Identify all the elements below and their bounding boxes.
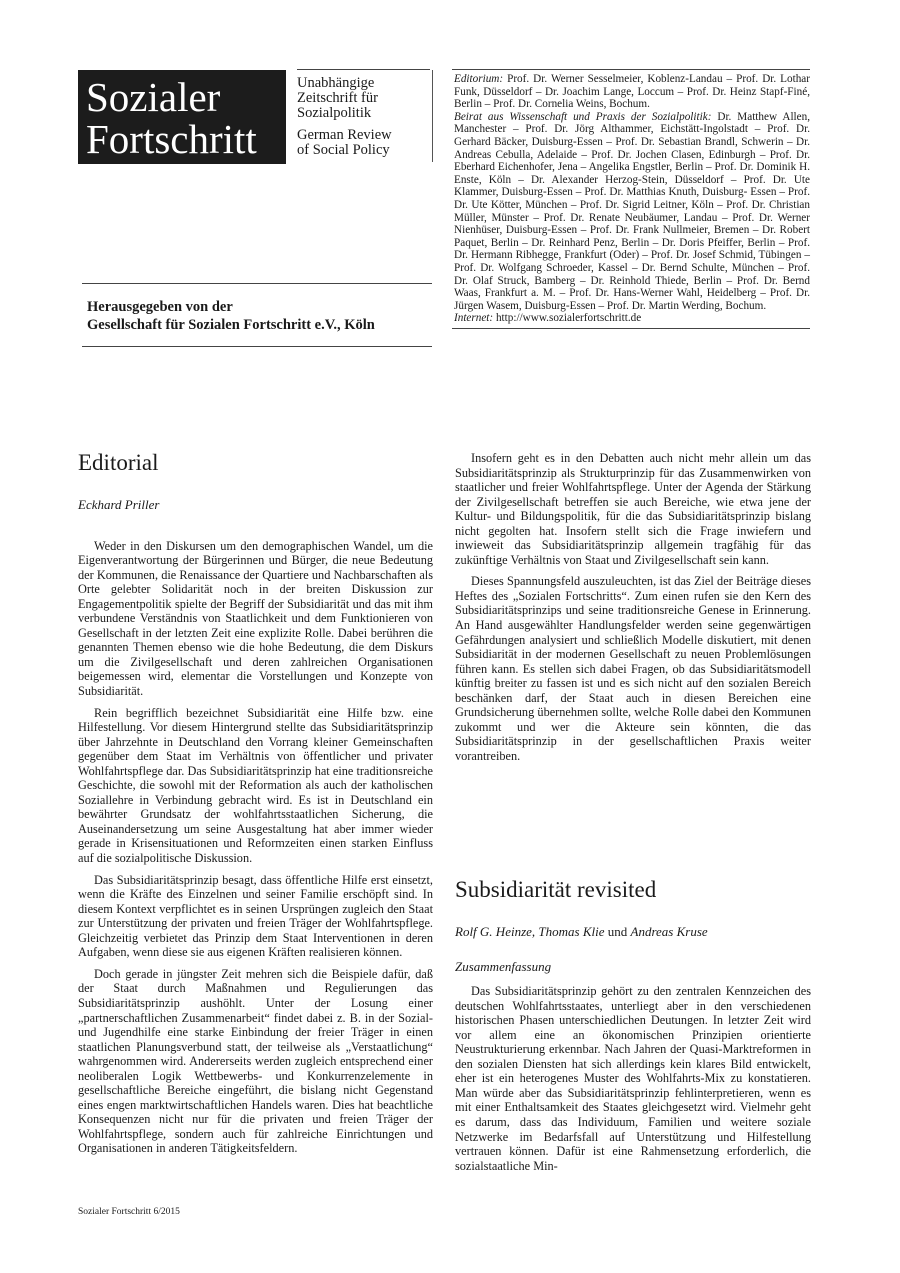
publisher-line-1: Herausgegeben von der	[87, 299, 233, 315]
abstract-paragraph: Das Subsidiaritätsprinzip gehört zu den zentralen Kennzeichen des deutschen Wohlfahrtsstaates, unterliegt aber in den verschiedenen historischen Phasen unterschiedlichen Deutungen. In letzter Zeit wird vor allem eine an ökonomischen Prinzipien orientierte Neustrukturierung erkennbar. Nach Jahren der Quasi-Marktreformen in den sozialen Diensten hat sich allerdings kein klares Bild entwickelt, eher ist ein heterogenes Muster des Wohlfahrts-Mix zu konstatieren. Man würde aber das Subsidiaritätsprinzip fehlinterpretieren, wenn es mit einer Enthaltsamkeit des Staates gleichgesetzt wird. Vielmehr geht es darum, dass das Individuum, Familien und weitere soziale Netzwerke im Bedarfsfall auf Unterstützung und Hilfestellung vertrauen können. Dafür ist eine Rahmensetzung erforderlich, die sozialstaatliche Min-	[455, 984, 811, 1173]
page-footer: Sozialer Fortschritt 6/2015	[78, 1207, 180, 1217]
journal-logo	[78, 70, 286, 164]
logo-line-1: Sozialer	[86, 74, 221, 120]
article-title: Subsidiarität revisited	[455, 877, 657, 902]
editorium: Editorium: Prof. Dr. Werner Sesselmeier, Koblenz-Landau – Prof. Dr. Lothar Funk, Düsseldorf – Dr. Joachim Lange, Loccum – Prof. Dr. Heinz Stapf-Finé, Berlin – Prof. Dr. Cornelia Weins, Bochum.	[454, 73, 810, 111]
publisher-block	[82, 283, 432, 347]
website-link[interactable]: http://www.sozialerfortschritt.de	[495, 312, 642, 325]
journal-subtitle	[297, 69, 430, 158]
logo-line-2: Fortschritt	[86, 116, 257, 162]
subtitle-en-2: of Social Policy	[297, 142, 390, 158]
article-body	[455, 925, 811, 1180]
masthead-divider	[432, 70, 433, 162]
editorial-paragraph-1: Weder in den Diskursen um den demographischen Wandel, um die Eigenverantwortung der Bürgerinnen und Bürger, die neue Bedeutung der Kommunen, die Renaissance der Quartiere und Nachbarschaften als Orte gelebter Solidarität noch in der breiten Diskussion zur Engagementpolitik spielte der Begriff der Subsidiarität und das mit ihm verbundene Verständnis von Staatlichkeit und dem Funktionieren von Gesellschaft in der letzten Zeit eine explizite Rolle. Dabei berühren die genannten Themen ebenso wie die hohe Bedeutung, die dem Diskurs um die Zivilgesellschaft und deren zahlreichen Organisationen beigemessen wird, elementar die Vorstellungen und Konzepte von Subsidiarität.	[78, 538, 433, 699]
editorial-board	[452, 69, 810, 329]
editorial-title: Editorial	[78, 450, 159, 475]
editorial-paragraph-3: Das Subsidiaritätsprinzip besagt, dass öffentliche Hilfe erst einsetzt, wenn die Kräfte des Einzelnen und seiner Familie erschöpft sind. In diesem Kontext verpflichtet es in seinen Ursprüngen zugleich den Staat zur Unterstützung der privaten und freien Träger der Wohlfahrtspflege. Gleichzeitig verbietet das Prinzip dem Staat Interventionen in deren Aufgaben, wenn diese sie aus eigenen Kräften realisieren können.	[78, 872, 433, 960]
subtitle-de-3: Sozialpolitik	[297, 105, 372, 121]
editorial-paragraph-5: Insofern geht es in den Debatten auch nicht mehr allein um das Subsidiaritätsprinzip als Strukturprinzip für das Zusammenwirken von staatlicher und freier Wohlfahrtspflege. Unter der Agenda der Stärkung der Zivilgesellschaft betreffen sie auch Bereiche, wie etwa jene der Kultur- und Bildungspolitik, für die das Subsidiaritätsprinzip bislang nicht gegolten hat. Insofern stellt sich die Frage inwiefern und inwieweit das Subsidiaritätsprinzip allgemein tragfähig für das zukünftige Verhältnis von Staat und Zivilgesellschaft sein kann.	[455, 451, 811, 567]
editorial-paragraph-6: Dieses Spannungsfeld auszuleuchten, ist das Ziel der Beiträge dieses Heftes des „Sozialen Fortschritts“. Zum einen rufen sie den Kern des Subsidiaritätsprinzips und seine traditionsreiche Genese in Erinnerung. An Hand ausgewählter Handlungsfelder werden seine gegenwärtigen Gefährdungen analysiert und schließlich Modelle diskutiert, mit denen Subsidiarität in der modernen Gesellschaft zu neuen Problemlösungen führen kann. Es stellen sich dabei Fragen, ob das Subsidiaritätsmodell künftig breiter zu fassen ist und es sich nicht auf den sozialen Bereich beschänken darf, der Staat auch in diesen Bereichen eine Grundsicherung übernehmen sollte, welche Rolle dabei den Kommunen zukommt und wer die Akteure sein könnten, die das Subsidiaritätsprinzip in der gesellschaftlichen Praxis weiter vorantreiben.	[455, 574, 811, 763]
editorial-paragraph-4: Doch gerade in jüngster Zeit mehren sich die Beispiele dafür, daß der Staat durch Maßnahmen und Regulierungen das Subsidiaritätsprinzip aushöhlt. Unter der Losung einer „partnerschaftlichen Zusammenarbeit“ findet dabei z. B. in der Sozial- und Jugendhilfe eine starke Einbindung der freier Träger in einen staatlichen Planungsverbund statt, der teilweise als „Verstaatlichung“ wahrgenommen wird. Andererseits werden zugleich entsprechend einer neoliberalen Logik Wettbewerbs- und Konkurrenzelemente in gesellschaftliche Bereiche eingeführt, die bislang nicht Gegenstand eines engen marktwirtschaftlichen Handels waren. Dies hat beachtliche Konsequenzen nicht nur für die privaten und freien Träger der Wohlfahrtspflege, sondern auch für zahlreiche Einrichtungen und Organisationen in anderen Tätigkeitsfeldern.	[78, 966, 433, 1156]
subtitle-en-1: German Review	[297, 127, 392, 143]
editorial-column	[78, 450, 433, 1163]
abstract-heading: Zusammenfassung	[455, 958, 552, 974]
editorial-column-2	[455, 451, 811, 770]
editorial-author: Eckhard Priller	[78, 497, 160, 512]
beirat: Beirat aus Wissenschaft und Praxis der Sozialpolitik: Dr. Matthew Allen, Manchester – Prof. Dr. Jörg Althammer, Eichstätt-Ingolstadt – Prof. Dr. Gerhard Bäcker, Duisburg-Essen – Prof. Dr. Sebastian Brandl, Schwerin – Dr. Andreas Cebulla, Adelaide – Prof. Dr. Jochen Clasen, Edinburgh – Prof. Dr. Eberhard Eichenhofer, Jena – Angelika Engstler, Berlin – Prof. Dr. Dominik H. Enste, Köln – Dr. Alexander Herzog-Stein, Düsseldorf – Prof. Dr. Ute Klammer, Duisburg-Essen – Prof. Dr. Matthias Knuth, Duisburg- Essen – Prof. Dr. Ute Kötter, München – Prof. Dr. Sigrid Leitner, Köln – Prof. Dr. Christian Müller, Münster – Prof. Dr. Renate Neubäumer, Landau – Prof. Dr. Werner Nienhüser, Duisburg-Essen – Prof. Dr. Frank Nullmeier, Bremen – Dr. Robert Paquet, Berlin – Dr. Reinhard Penz, Berlin – Dr. Doris Pfeiffer, Berlin – Prof. Dr. Hermann Ribhegge, Frankfurt (Oder) – Prof. Dr. Josef Schmid, Tübingen – Prof. Dr. Wolfgang Schroeder, Kassel – Dr. Bernd Schulte, München – Prof. Dr. Olaf Struck, Bamberg – Dr. Reinhold Thiede, Berlin – Prof. Dr. Bernd Waas, Frankfurt a. M. – Prof. Dr. Hans-Werner Wahl, Heidelberg – Prof. Dr. Jürgen Wasem, Duisburg-Essen – Prof. Dr. Martin Werding, Bochum.	[454, 110, 811, 312]
editorial-paragraph-2: Rein begrifflich bezeichnet Subsidiarität eine Hilfe bzw. eine Hilfestellung. Vor diesem Hintergrund stellte das Subsidiaritätsprinzip über Jahrzehnte in Deutschland den Vorrang kleiner Gemeinschaften gegenüber dem Staat im Verhältnis von öffentlicher und privater Wohlfahrtspflege dar. Das Subsidiaritätsprinzip hat eine traditionsreiche Geschichte, die sowohl mit der Reformation als auch der katholischen Soziallehre in Verbindung gebracht wird. Es ist in Deutschland ein bewährter Grundsatz der wohlfahrtsstaatlichen Sicherung, die Auseinandersetzung um seine Ausgestaltung hat aber immer wieder gerade in Krisensituationen und Reformzeiten einen starken Einfluss auf die sozialpolitische Diskussion.	[78, 705, 433, 866]
subtitle-de-1: Unabhängige	[297, 75, 375, 91]
article-authors: Rolf G. Heinze, Thomas Klie und Andreas Kruse	[455, 924, 708, 939]
subtitle-de-2: Zeitschrift für	[297, 90, 378, 106]
internet: Internet: http://www.sozialerfortschritt.de	[454, 312, 642, 325]
publisher-line-2: Gesellschaft für Sozialen Fortschritt e.V., Köln	[87, 317, 375, 333]
